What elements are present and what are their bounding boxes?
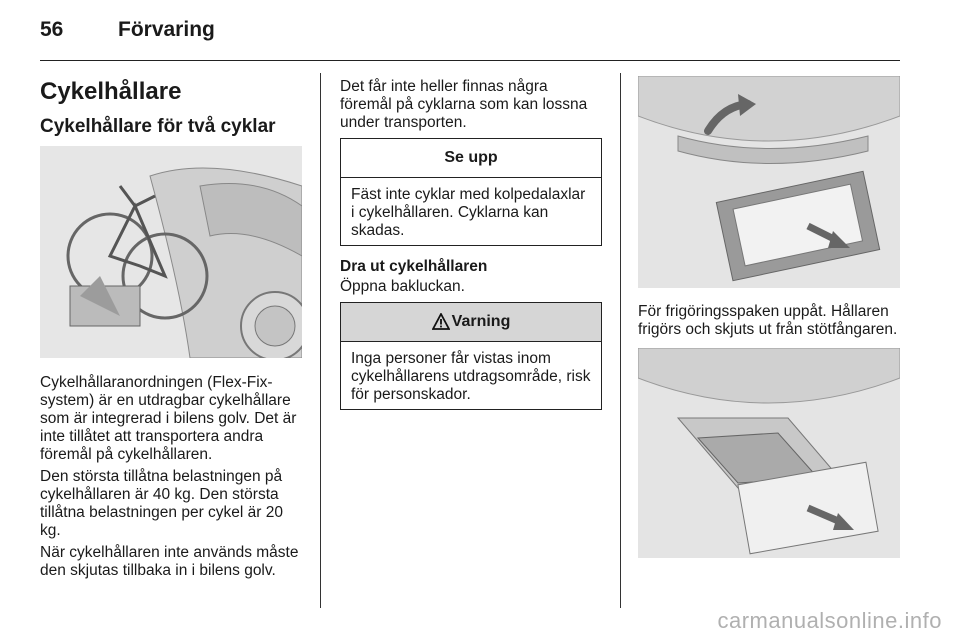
section-title: Förvaring: [118, 18, 215, 41]
warning-header: [341, 303, 601, 342]
body-paragraph-2: Den största tillåtna belastningen på cykelhållaren är 40 kg. Den största tillåtna belastningen per cykel är 20 kg.: [40, 468, 283, 539]
procedure-step: Öppna bakluckan.: [340, 278, 465, 295]
body-paragraph-1: Cykelhållaranordningen (Flex-Fix-system) är en utdragbar cykelhållare som är integrerad i bilens golv. Det är inte tillåtet att transportera andra föremål på cykelhållaren.: [40, 374, 297, 463]
watermark: carmanualsonline.info: [717, 608, 942, 633]
column-divider-right: [620, 73, 621, 608]
warning-box: [340, 302, 602, 410]
sub-heading: Cykelhållare för två cyklar: [40, 116, 276, 137]
warning-title: Varning: [451, 313, 511, 330]
chapter-heading: Cykelhållare: [40, 78, 182, 105]
caution-title: Se upp: [341, 139, 601, 178]
procedure-subhead: Dra ut cykelhållaren: [340, 258, 488, 275]
warning-body: Inga personer får vistas inom cykelhållarens utdragsområde, risk för personskador.: [351, 350, 591, 403]
illustration-carrier-extended: [638, 348, 900, 558]
caution-box: [340, 138, 602, 246]
warning-triangle-icon: [432, 313, 450, 331]
figure-caption: För frigöringsspaken uppåt. Hållaren frigörs och skjuts ut från stötfångaren.: [638, 303, 898, 338]
illustration-bike-carrier: [40, 146, 302, 358]
column-divider-left: [320, 73, 321, 608]
body-paragraph-3: När cykelhållaren inte används måste den skjutas tillbaka in i bilens golv.: [40, 544, 299, 579]
header-rule: [40, 60, 900, 61]
illustration-release-lever: [638, 76, 900, 288]
page-number: 56: [40, 18, 64, 41]
intro-paragraph: Det får inte heller finnas några föremål på cyklarna som kan lossna under transporten.: [340, 78, 588, 131]
caution-body: Fäst inte cyklar med kolpedalaxlar i cykelhållaren. Cyklarna kan skadas.: [351, 186, 586, 239]
